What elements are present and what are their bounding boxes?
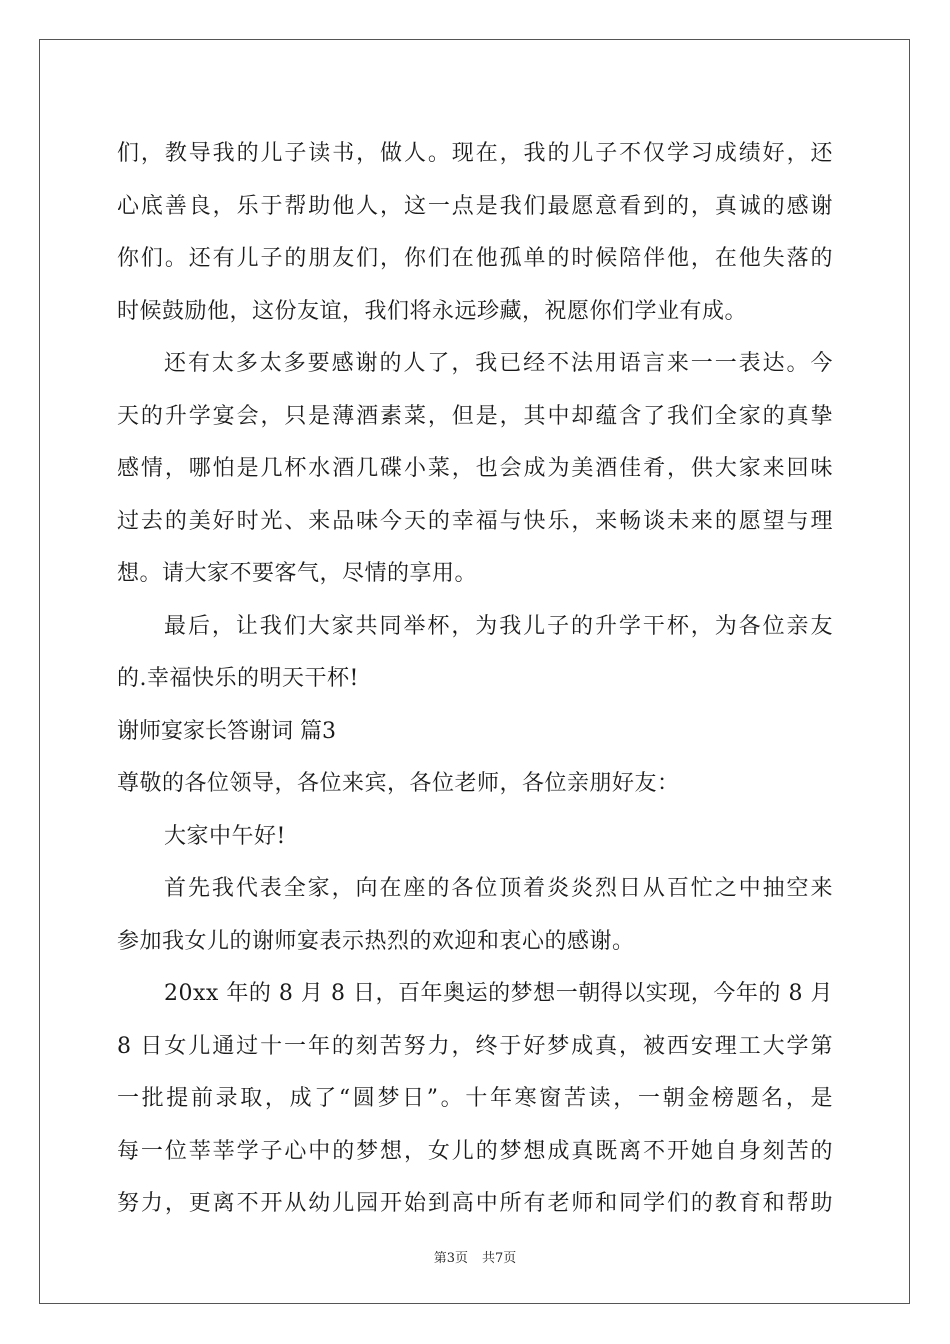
greeting: 大家中午好! bbox=[164, 823, 286, 849]
text-line: 们，教导我的儿子读书，做人。现在，我的儿子不仅学习成绩好，还 bbox=[117, 141, 833, 166]
text-line: 的.幸福快乐的明天干杯! bbox=[117, 666, 359, 691]
text-line: 心底善良，乐于帮助他人，这一点是我们最愿意看到的，真诚的感谢 bbox=[117, 193, 833, 219]
text-line: 过去的美好时光、来品味今天的幸福与快乐，来畅谈未来的愿望与理 bbox=[117, 508, 833, 534]
text-line: 每一位莘莘学子心中的梦想，女儿的梦想成真既离不开她自身刻苦的 bbox=[117, 1138, 833, 1164]
text-line: 参加我女儿的谢师宴表示热烈的欢迎和衷心的感谢。 bbox=[117, 928, 635, 954]
text-line: 20xx 年的 8 月 8 日，百年奥运的梦想一朝得以实现，今年的 8 月 bbox=[164, 981, 833, 1006]
text-line: 还有太多太多要感谢的人了，我已经不法用语言来一一表达。今 bbox=[164, 351, 833, 376]
text-line: 你们。还有儿子的朋友们，你们在他孤单的时候陪伴他，在他失落的 bbox=[117, 246, 833, 271]
text-line: 感情，哪怕是几杯水酒几碟小菜，也会成为美酒佳肴，供大家来回味 bbox=[117, 456, 833, 481]
page-footer bbox=[0, 1247, 950, 1266]
section-heading: 谢师宴家长答谢词 篇3 bbox=[117, 718, 336, 744]
text-line: 首先我代表全家，向在座的各位顶着炎炎烈日从百忙之中抽空来 bbox=[164, 876, 833, 901]
page-number: 第3页 bbox=[433, 1251, 468, 1266]
page-total: 共7页 bbox=[482, 1251, 517, 1266]
document-body bbox=[117, 128, 833, 1231]
text-line: 想。请大家不要客气，尽情的享用。 bbox=[117, 561, 478, 586]
salutation: 尊敬的各位领导，各位来宾，各位老师，各位亲朋好友： bbox=[117, 771, 680, 796]
text-line: 8 日女儿通过十一年的刻苦努力，终于好梦成真，被西安理工大学第 bbox=[117, 1033, 833, 1059]
text-line: 一批提前录取，成了“圆梦日”。十年寒窗苦读，一朝金榜题名，是 bbox=[117, 1086, 833, 1111]
text-line: 努力，更离不开从幼儿园开始到高中所有老师和同学们的教育和帮助 bbox=[117, 1191, 833, 1216]
text-line: 最后，让我们大家共同举杯，为我儿子的升学干杯，为各位亲友 bbox=[164, 613, 833, 639]
text-line: 天的升学宴会，只是薄酒素菜，但是，其中却蕴含了我们全家的真挚 bbox=[117, 403, 833, 429]
text-line: 时候鼓励他，这份友谊，我们将永远珍藏，祝愿你们学业有成。 bbox=[117, 298, 748, 324]
